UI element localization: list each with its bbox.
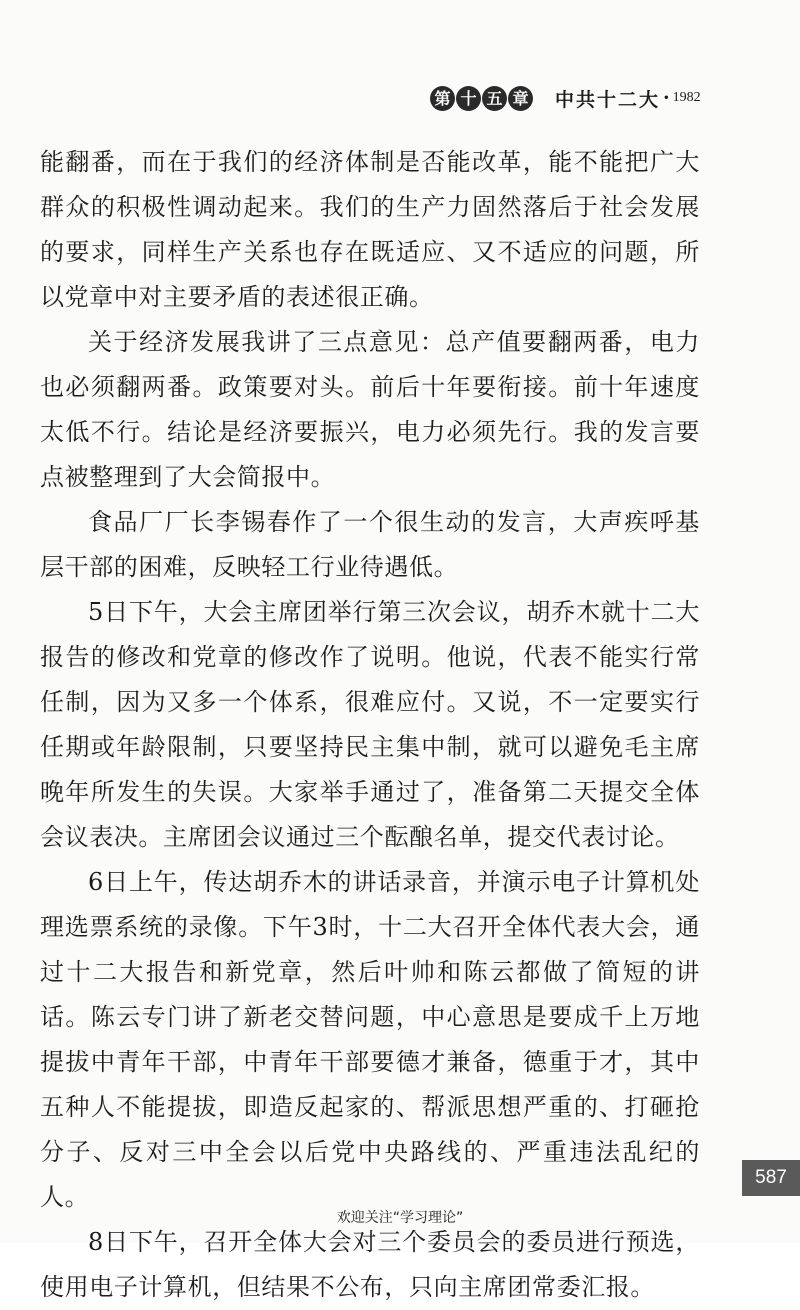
footer-note: 欢迎关注“学习理论” [336, 1210, 464, 1226]
chapter-badge: 第 [430, 86, 455, 111]
running-header [430, 80, 730, 116]
paragraph: 5日下午，大会主席团举行第三次会议，胡乔木就十二大报告的修改和党章的修改作了说明。他说，代表不能实行常任制，因为又多一个体系，很难应付。又说，不一定要实行任期或年龄限制，只要坚持民主集中制，就可以避免毛主席晚年所发生的失误。大家举手通过了，准备第二天提交全体会议表决。主席团会议通过三个酝酿名单，提交代表讨论。 [40, 598, 700, 851]
body-text [40, 140, 700, 1310]
paragraph: 能翻番，而在于我们的经济体制是否能改革，能不能把广大群众的积极性调动起来。我们的生产力固然落后于社会发展的要求，同样生产关系也存在既适应、又不适应的问题，所以党章中对主要矛盾的表述很正确。 [40, 148, 700, 311]
page-number: 587 [742, 1160, 800, 1196]
chapter-label [430, 86, 533, 111]
paragraph: 食品厂厂长李锡春作了一个很生动的发言，大声疾呼基层干部的困难，反映轻工行业待遇低。 [40, 508, 700, 581]
running-title: 中共十二大 [555, 88, 661, 111]
paragraph: 关于经济发展我讲了三点意见：总产值要翻两番，电力也必须翻两番。政策要对头。前后十年要衔接。前十年速度太低不行。结论是经济要振兴，电力必须先行。我的发言要点被整理到了大会简报中。 [40, 328, 700, 491]
paragraph: 6日上午，传达胡乔木的讲话录音，并演示电子计算机处理选票系统的录像。下午3时，十二大召开全体代表大会，通过十二大报告和新党章，然后叶帅和陈云都做了简短的讲话。陈云专门讲了新老交替问题，中心意思是要成千上万地提拔中青年干部，中青年干部要德才兼备，德重于才，其中五种人不能提拔，即造反起家的、帮派思想严重的、打砸抢分子、反对三中全会以后党中央路线的、严重违法乱纪的人。 [40, 868, 700, 1211]
running-separator: · [663, 87, 670, 109]
chapter-badge: 十 [456, 86, 481, 111]
chapter-badge: 五 [482, 86, 507, 111]
chapter-badge: 章 [508, 86, 533, 111]
paragraph: 8日下午，召开全体大会对三个委员会的委员进行预选，使用电子计算机，但结果不公布，只向主席团常委汇报。 [40, 1228, 700, 1301]
running-year: 1982 [672, 90, 701, 105]
